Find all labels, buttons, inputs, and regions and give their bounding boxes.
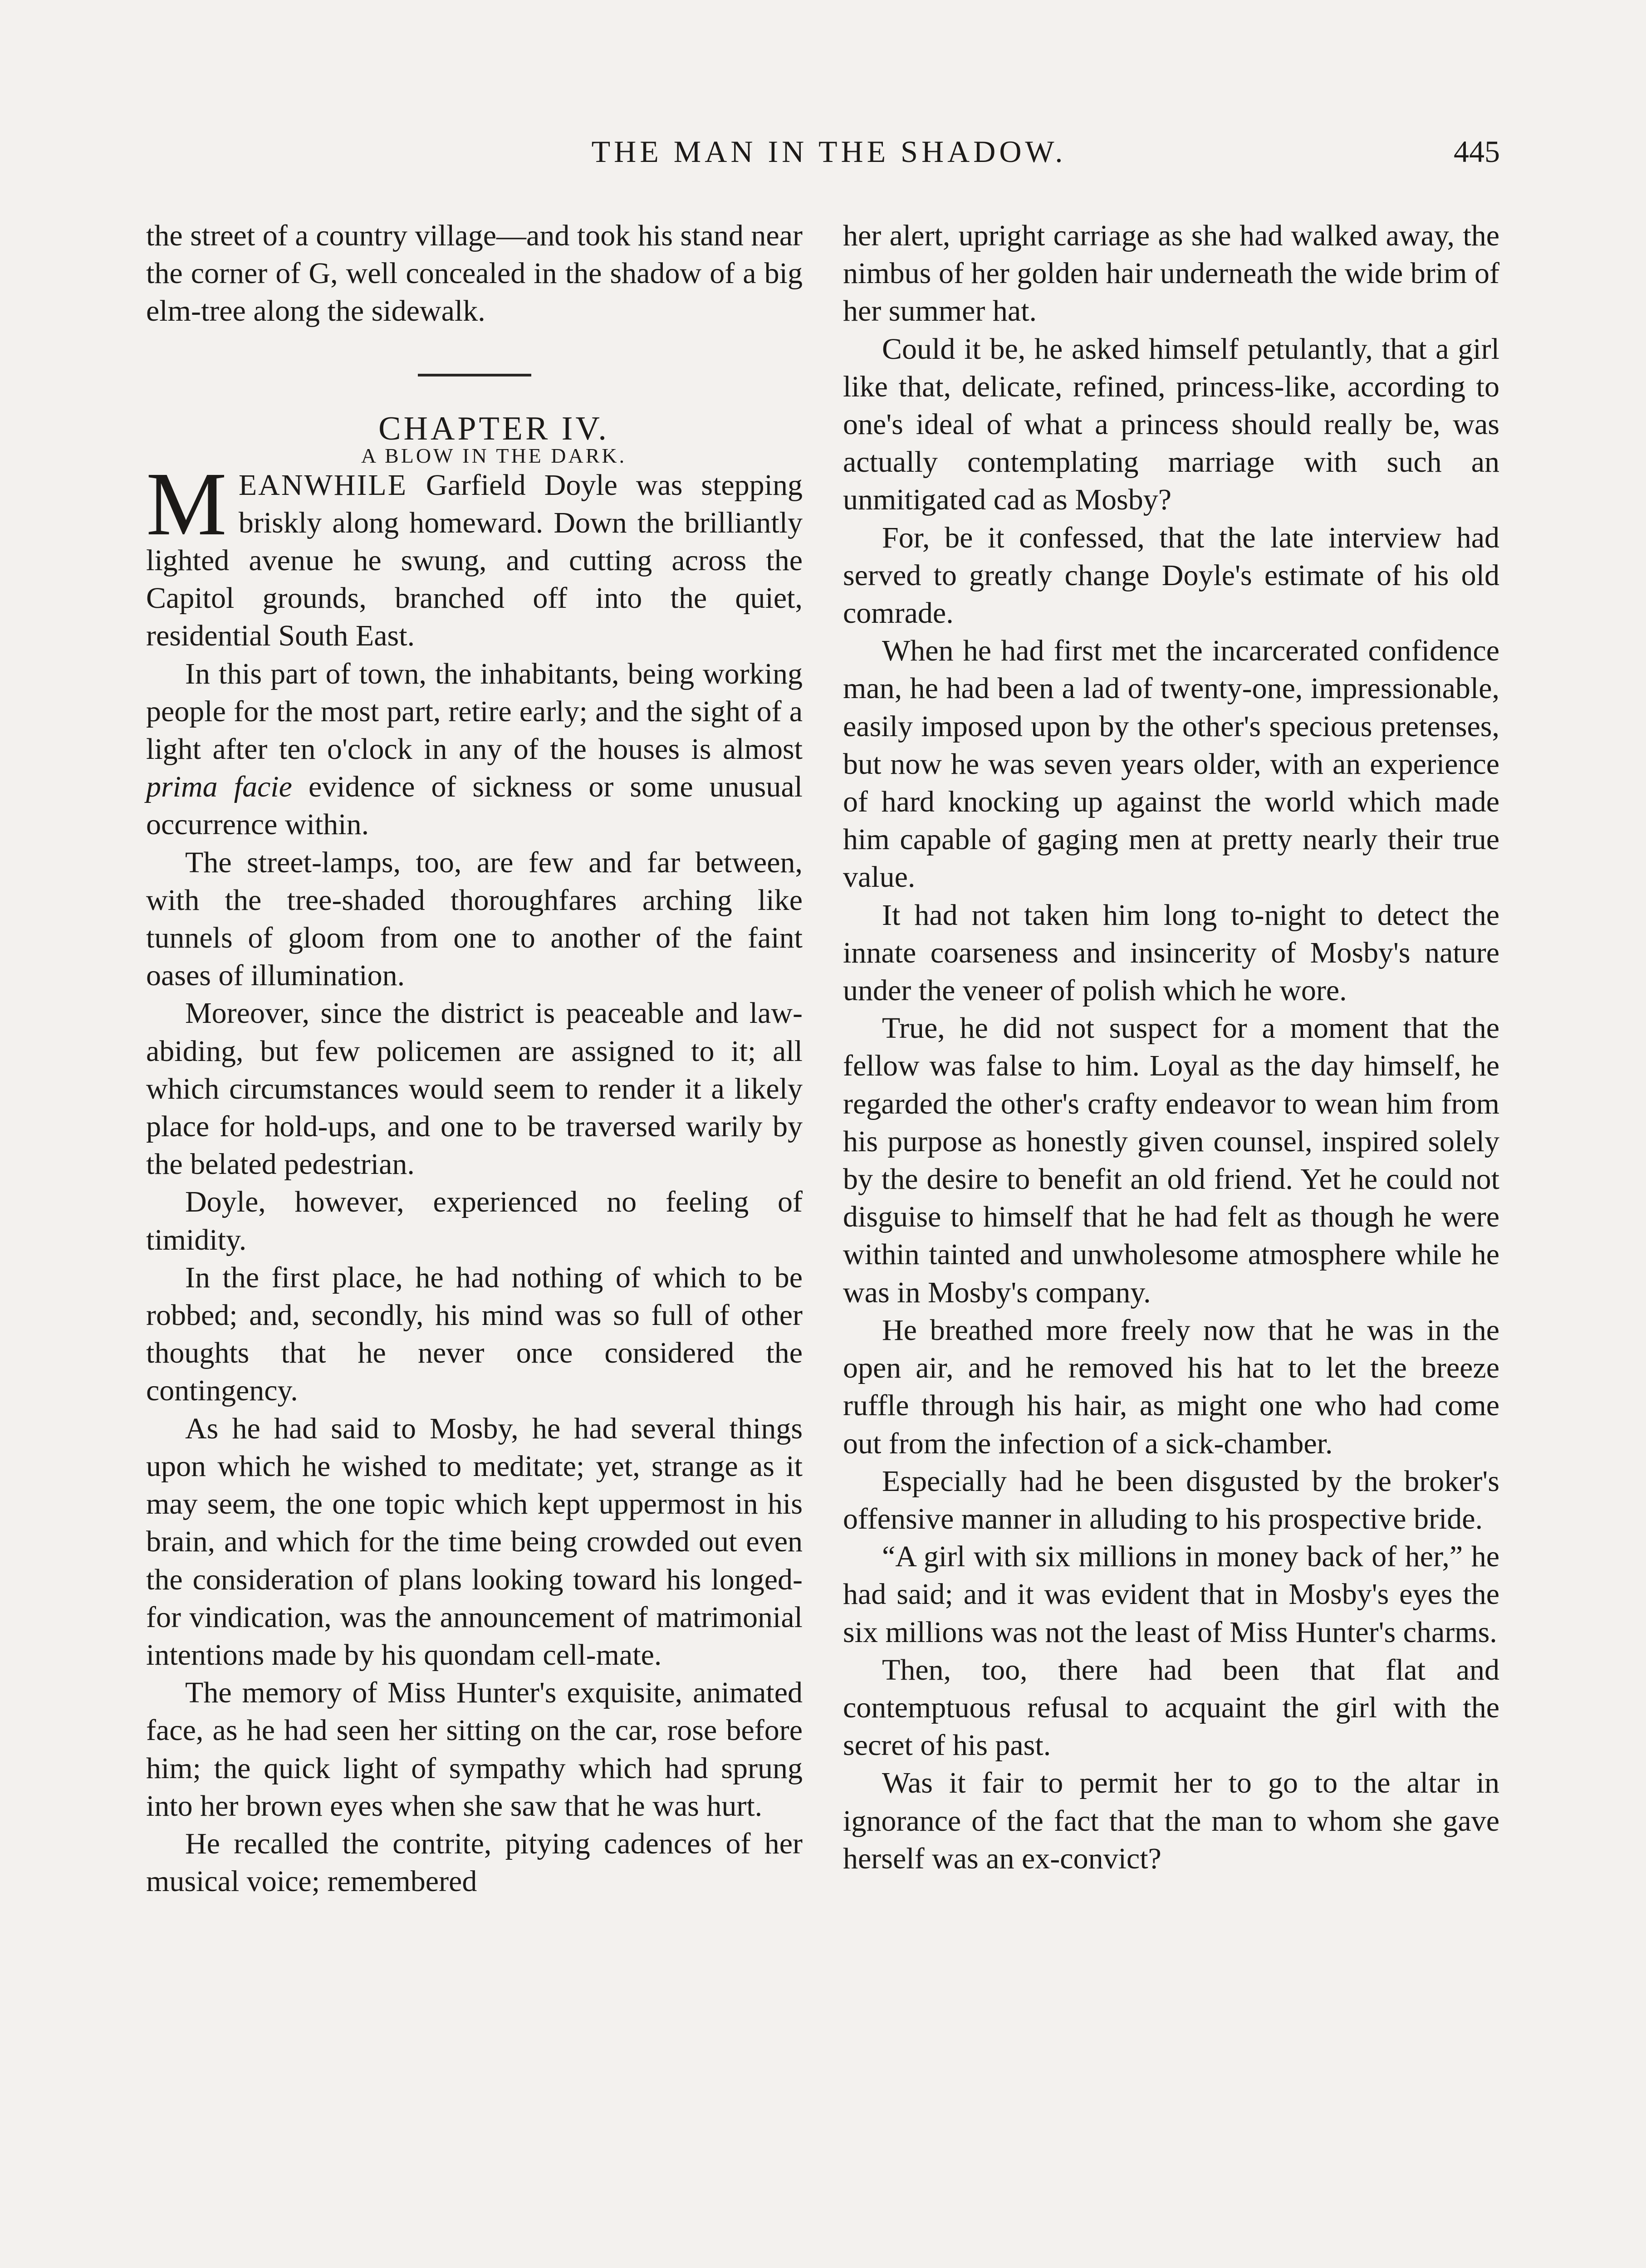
paragraph: As he had said to Mosby, he had several things upon which he wished to meditate; yet, strange as it may seem, the one topic which kept uppermost in his brain, and which for the time being crowded out even the consideration of plans looking toward his longed-for vindication, was the announcement of matrimonial intentions made by his quondam cell-mate.: [146, 1412, 803, 1672]
paragraph: In the first place, he had nothing of which to be robbed; and, secondly, his mind was so full of other thoughts that he never once considered the contingency.: [146, 1261, 803, 1408]
paragraph: Then, too, there had been that flat and contemptuous refusal to acquaint the girl with the secret of his past.: [843, 1653, 1499, 1762]
paragraph: Doyle, however, experienced no feeling of timidity.: [146, 1185, 803, 1256]
paragraph: The street-lamps, too, are few and far between, with the tree-shaded thoroughfares arching like tunnels of gloom from one to another of the faint oases of illumination.: [146, 846, 803, 992]
paragraph: He breathed more freely now that he was in the open air, and he removed his hat to let the breeze ruffle through his hair, as might one who had come out from the infection of a sick-chamber.: [843, 1313, 1499, 1460]
section-divider: [418, 374, 531, 376]
paragraph: [146, 655, 803, 844]
drop-cap: M: [146, 454, 227, 554]
page-number: 445: [1454, 134, 1500, 169]
paragraph: It had not taken him long to-night to detect the innate coarseness and insincerity of Mosby's nature under the veneer of polish which he wore.: [843, 898, 1499, 1007]
chapter-title: CHAPTER IV.: [378, 410, 609, 447]
italic-phrase: prima facie: [146, 770, 292, 804]
paragraph: When he had first met the incarcerated confidence man, he had been a lad of twenty-one, impressionable, easily imposed upon by the other's specious pretenses, but now he was seven years older, with an experience of hard knocking up against the world which made him capable of gaging men at pretty nearly their true value.: [843, 634, 1499, 894]
paragraph: Could it be, he asked himself petulantly, that a girl like that, delicate, refined, princess-like, according to one's ideal of what a princess should really be, was actually contemplating marriage with such an unmitigated cad as Mosby?: [843, 332, 1499, 517]
paragraph: Moreover, since the district is peaceable and law-abiding, but few policemen are assigned to it; all which circumstances would seem to render it a likely place for hold-ups, and one to be traversed warily by the belated pedestrian.: [146, 997, 803, 1181]
paragraph: “A girl with six millions in money back of her,” he had said; and it was evident that in Mosby's eyes the six millions was not the least of Miss Hunter's charms.: [843, 1540, 1499, 1649]
paragraph: her alert, upright carriage as she had walked away, the nimbus of her golden hair underneath the wide brim of her summer hat.: [843, 219, 1499, 328]
opening-text: Garfield Doyle was stepping briskly along homeward. Down the brilliantly lighted avenue he swung, and cutting across the Capitol grounds, branched off into the quiet, residential South East.: [146, 468, 803, 653]
paragraph: He recalled the contrite, pitying cadences of her musical voice; remembered: [146, 1827, 803, 1898]
right-column: [843, 217, 1499, 1877]
paragraph-text: evidence of sickness or some unusual occurrence within.: [146, 770, 803, 841]
chapter-subtitle: A BLOW IN THE DARK.: [361, 444, 627, 467]
paragraph: The memory of Miss Hunter's exquisite, animated face, as he had seen her sitting on the car, rose before him; the quick light of sympathy which had sprung into her brown eyes when she saw that he was hurt.: [146, 1676, 803, 1823]
paragraph: the street of a country village—and took his stand near the corner of G, well concealed in the shadow of a big elm-tree along the sidewalk.: [146, 219, 803, 328]
left-column: [146, 217, 803, 1900]
paragraph: For, be it confessed, that the late interview had served to greatly change Doyle's estimate of his old comrade.: [843, 521, 1499, 630]
paragraph: Was it fair to permit her to go to the altar in ignorance of the fact that the man to whom she gave herself was an ex-convict?: [843, 1766, 1499, 1875]
running-head: THE MAN IN THE SHADOW.: [591, 134, 1067, 169]
opening-caps: EANWHILE: [238, 468, 408, 502]
paragraph: Especially had he been disgusted by the broker's offensive manner in alluding to his prospective bride.: [843, 1464, 1499, 1535]
paragraph-text: In this part of town, the inhabitants, being working people for the most part, retire early; and the sight of a light after ten o'clock in any of the houses is almost: [146, 657, 803, 766]
paragraph: True, he did not suspect for a moment that the fellow was false to him. Loyal as the day himself, he regarded the other's crafty endeavor to wean him from his purpose as honestly given counsel, inspired solely by the desire to benefit an old friend. Yet he could not disguise to himself that he had felt as though he were within tainted and unwholesome atmosphere while he was in Mosby's company.: [843, 1012, 1499, 1309]
